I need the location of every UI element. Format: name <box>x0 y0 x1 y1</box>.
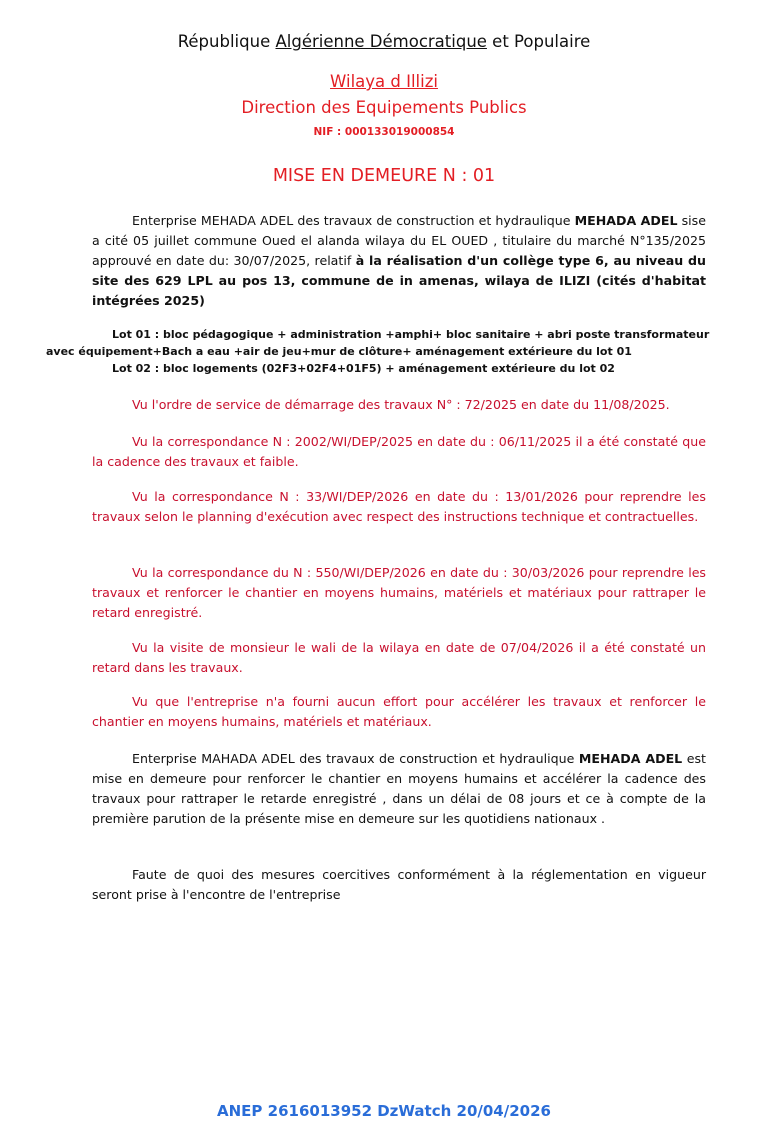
intro-text-2: sise a cité 05 juillet commune Oued el alanda wilaya du EL OUED , titulaire du marché N°135/2025 approuvé en date du: 30/07/2025, relatif <box>92 213 706 268</box>
lot-line-3: Lot 02 : bloc logements (02F3+02F4+01F5) + aménagement extérieure du lot 02 <box>112 362 615 375</box>
consideration-text: Vu la correspondance du N : 550/WI/DEP/2026 en date du : 30/03/2026 pour reprendre les travaux et renforcer le chantier en moyens humains, matériels et matériaux pour rattraper le retard enregistré. <box>92 565 706 620</box>
consideration-text: Vu la correspondance N : 2002/WI/DEP/2025 en date du : 06/11/2025 il a été constaté que la cadence des travaux et faible. <box>92 434 706 469</box>
footer-reference: ANEP 2616013952 DzWatch 20/04/2026 <box>217 1102 551 1120</box>
republic-header <box>0 32 768 51</box>
lots-block <box>46 326 718 377</box>
direction-header: Direction des Equipements Publics <box>241 98 527 117</box>
consideration-text: Vu la correspondance N : 33/WI/DEP/2026 en date du : 13/01/2026 pour reprendre les travaux selon le planning d'exécution avec respect des instructions technique et contractuelles. <box>92 489 706 524</box>
closing-text: Faute de quoi des mesures coercitives conformément à la réglementation en vigueur seront prise à l'encontre de l'entreprise <box>92 867 706 902</box>
republic-post: et Populaire <box>486 32 591 51</box>
consideration-5 <box>92 638 706 678</box>
decision-company-bold: MEHADA ADEL <box>578 751 683 766</box>
wilaya-header <box>0 72 768 91</box>
decision-paragraph <box>92 749 706 829</box>
decision-text-2: est mise en demeure pour renforcer le chantier en moyens humains et accélérer la cadence des travaux pour rattraper le retarde enregistré , dans un délai de 08 jours et ce à compte de la première parution de la présente mise en demeure sur les quotidiens nationaux . <box>92 751 706 826</box>
consideration-3 <box>92 487 706 527</box>
consideration-1 <box>92 395 706 415</box>
republic-pre: République <box>177 32 276 51</box>
closing-paragraph <box>92 865 706 905</box>
intro-text-1: Enterprise MEHADA ADEL des travaux de construction et hydraulique <box>132 213 575 228</box>
intro-company-bold: MEHADA ADEL <box>574 213 678 228</box>
nif-number: NIF : 000133019000854 <box>313 126 455 138</box>
consideration-6 <box>92 692 706 732</box>
republic-underlined: Algérienne Démocratique <box>275 32 487 51</box>
wilaya-name: Wilaya d Illizi <box>330 72 438 91</box>
intro-object-bold: à la réalisation d'un collège type 6, au niveau du site des 629 LPL au pos 13, commune de in amenas, wilaya de ILIZI (cités d'habitat intégrées 2025) <box>92 253 707 308</box>
consideration-4 <box>92 563 706 623</box>
consideration-text: Vu que l'entreprise n'a fourni aucun effort pour accélérer les travaux et renforcer le chantier en moyens humains, matériels et matériaux. <box>92 694 706 729</box>
consideration-2 <box>92 432 706 472</box>
decision-text-1: Enterprise MAHADA ADEL des travaux de construction et hydraulique <box>132 751 579 766</box>
document-title: MISE EN DEMEURE N : 01 <box>272 166 496 186</box>
consideration-text: Vu l'ordre de service de démarrage des travaux N° : 72/2025 en date du 11/08/2025. <box>132 397 670 412</box>
intro-paragraph <box>92 211 706 311</box>
lot-line-2: avec équipement+Bach a eau +air de jeu+mur de clôture+ aménagement extérieure du lot 01 <box>46 345 632 358</box>
consideration-text: Vu la visite de monsieur le wali de la wilaya en date de 07/04/2026 il a été constaté un retard dans les travaux. <box>92 640 706 675</box>
lot-line-1: Lot 01 : bloc pédagogique + administration +amphi+ bloc sanitaire + abri poste transformateur <box>112 328 710 341</box>
